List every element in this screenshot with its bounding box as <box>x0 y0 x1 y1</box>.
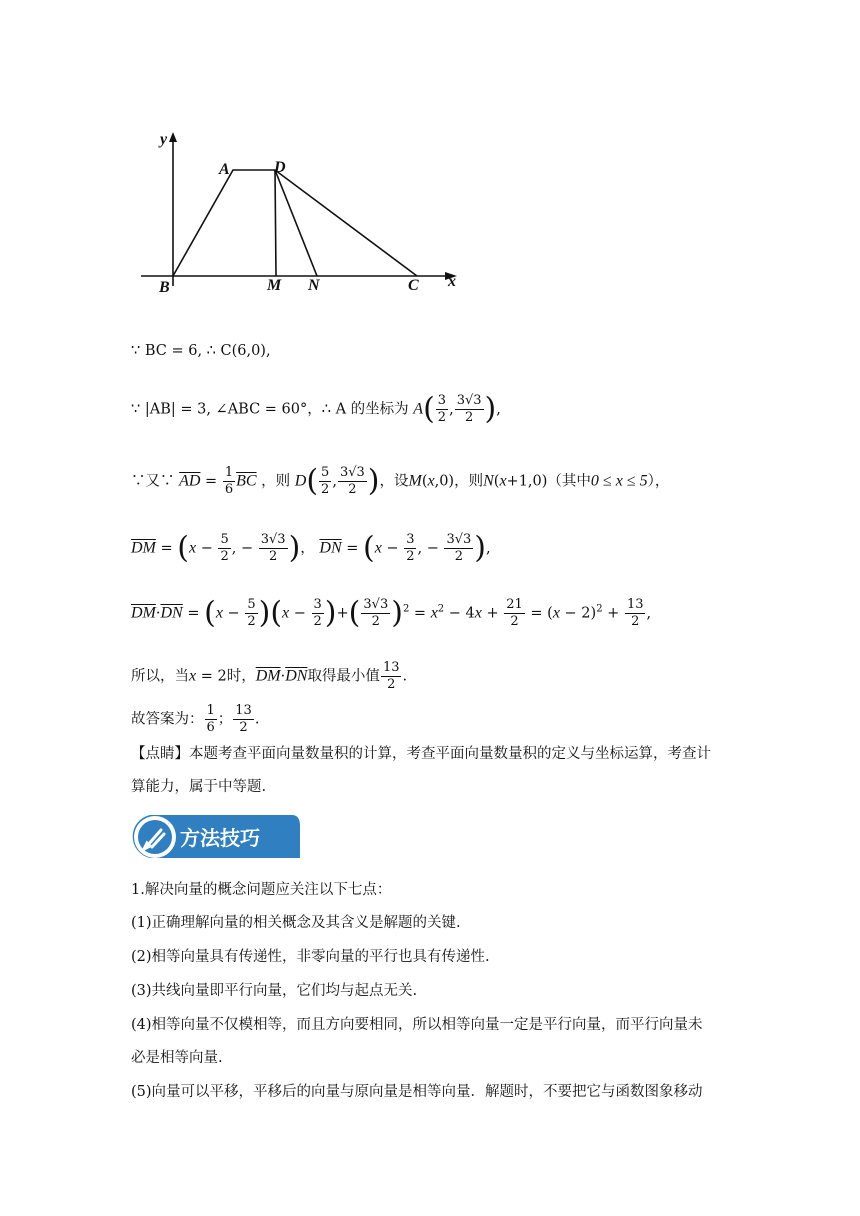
line1-text: ∵ BC = 6, ∴ C(6,0), <box>131 343 271 359</box>
label-n: N <box>308 277 320 294</box>
tip-text-2: 算能力，属于中等题. <box>131 779 267 795</box>
label-b: B <box>159 279 170 296</box>
solution-line-5: $\overline{DM}\cdot\overline{DN} = (x$ − $\frac{5}{2}$ )(x − $\frac{3}{2}$ )+( $\frac{3√3}{2}$ )$^2 = x^2 - 4x$ + $\frac{21}{2}$ = $(x - 2)^2$ + $\frac{13}{2}$ , <box>131 595 652 631</box>
frac-den: 2 <box>437 410 447 425</box>
line2-mid: ∴ A 的坐标为 <box>321 401 409 418</box>
tip-label: 【点睛】 <box>131 746 189 762</box>
method-item: (4)相等向量不仅模相等，而且方向要相同，所以相等向量一定是平行向量，而平行向量未 <box>131 1017 703 1033</box>
tip-line-2 <box>131 775 266 796</box>
line3-p6: ）， <box>647 473 670 490</box>
frac-num: 3 <box>437 393 447 408</box>
method-item: (3)共线向量即平行向量，它们均与起点无关. <box>131 983 418 999</box>
solution-line-6: 所以，当x = 2时，$\overline{DM}\cdot\overline{DN}$取得最小值 $\frac{13}{2}$ . <box>131 660 408 692</box>
tip-text-1: 本题考查平面向量数量积的计算，考查平面向量数量积的定义与坐标运算，考查计 <box>189 746 711 762</box>
solution-line-2: ∵ |AB| = 3, ∠ABC = 60°，∴ A 的坐标为 A( $\frac{3}{2}$ , $\frac{3√3}{2}$ ), <box>131 391 501 427</box>
label-y: y <box>160 131 168 148</box>
label-x: x <box>448 273 456 290</box>
line2-point-a: A <box>413 400 424 418</box>
line3-p3: ，设 <box>379 473 409 490</box>
method-item: (5)向量可以平移，平移后的向量与原向量是相等向量．解题时，不要把它与函数图象移动 <box>131 1084 703 1100</box>
tip-line-1 <box>131 742 711 763</box>
method-intro: 1.解决向量的概念问题应关注以下七点： <box>131 882 392 898</box>
answer-line: 故答案为： $\frac{1}{6}$ ； $\frac{13}{2}$ . <box>131 703 260 735</box>
answer-label: 故答案为： <box>131 711 204 728</box>
label-a: A <box>219 161 230 178</box>
line6-mid: 时， <box>226 668 256 685</box>
label-d: D <box>274 159 286 176</box>
trapezoid-diagram <box>131 126 471 296</box>
line2-prefix: ∵ |AB| = 3, ∠ABC = 60°， <box>131 401 322 418</box>
frac-num: 3√3 <box>456 393 482 408</box>
line3-p1: ∵又∵ <box>131 473 175 490</box>
method-item: 必是相等向量. <box>131 1050 223 1066</box>
method-item: (1)正确理解向量的相关概念及其含义是解题的关键. <box>131 915 461 931</box>
line6-prefix: 所以，当 <box>131 668 189 685</box>
frac-num: 1 <box>224 465 234 480</box>
line3-p5: （其中 <box>547 473 591 490</box>
frac-3r3-2 <box>455 393 484 426</box>
label-m: M <box>267 277 282 294</box>
trapezoid-shape <box>173 170 417 276</box>
label-c: C <box>408 277 419 294</box>
method-item: (2)相等向量具有传递性，非零向量的平行也具有传递性. <box>131 949 490 965</box>
frac-den: 6 <box>224 482 234 497</box>
line3-p4: ，则 <box>454 473 484 490</box>
section-badge <box>130 812 302 862</box>
frac-den: 2 <box>464 410 474 425</box>
y-arrow <box>169 132 177 142</box>
solution-line-4: $\overline{DM} = (x$ − $\frac{5}{2}$ , − $\frac{3√3}{2}$ )， $\overline{DN} = (x$ − $\frac{3}{2}$ , − $\frac{3√3}{2}$ ), <box>131 530 491 566</box>
line6-suffix: 取得最小值 <box>307 668 380 685</box>
solution-line-3: ∵又∵ $\overline{AD}$ = $\frac{1}{6}$ $\overline{BC}$ ，则 D( $\frac{5}{2}$ , $\frac{3√3}{2}$ )，设M(x,0)，则N(x+1,0)（其中0 ≤ x ≤ 5）， <box>131 463 670 499</box>
frac-3-2 <box>436 393 448 426</box>
line3-p2: ，则 <box>261 473 291 490</box>
badge-title: 方法技巧 <box>180 826 260 850</box>
frac-1-6 <box>223 465 235 498</box>
segment-dm <box>275 170 276 276</box>
line3-cond: 0 ≤ x ≤ 5 <box>590 472 648 490</box>
solution-line-1 <box>131 341 271 361</box>
